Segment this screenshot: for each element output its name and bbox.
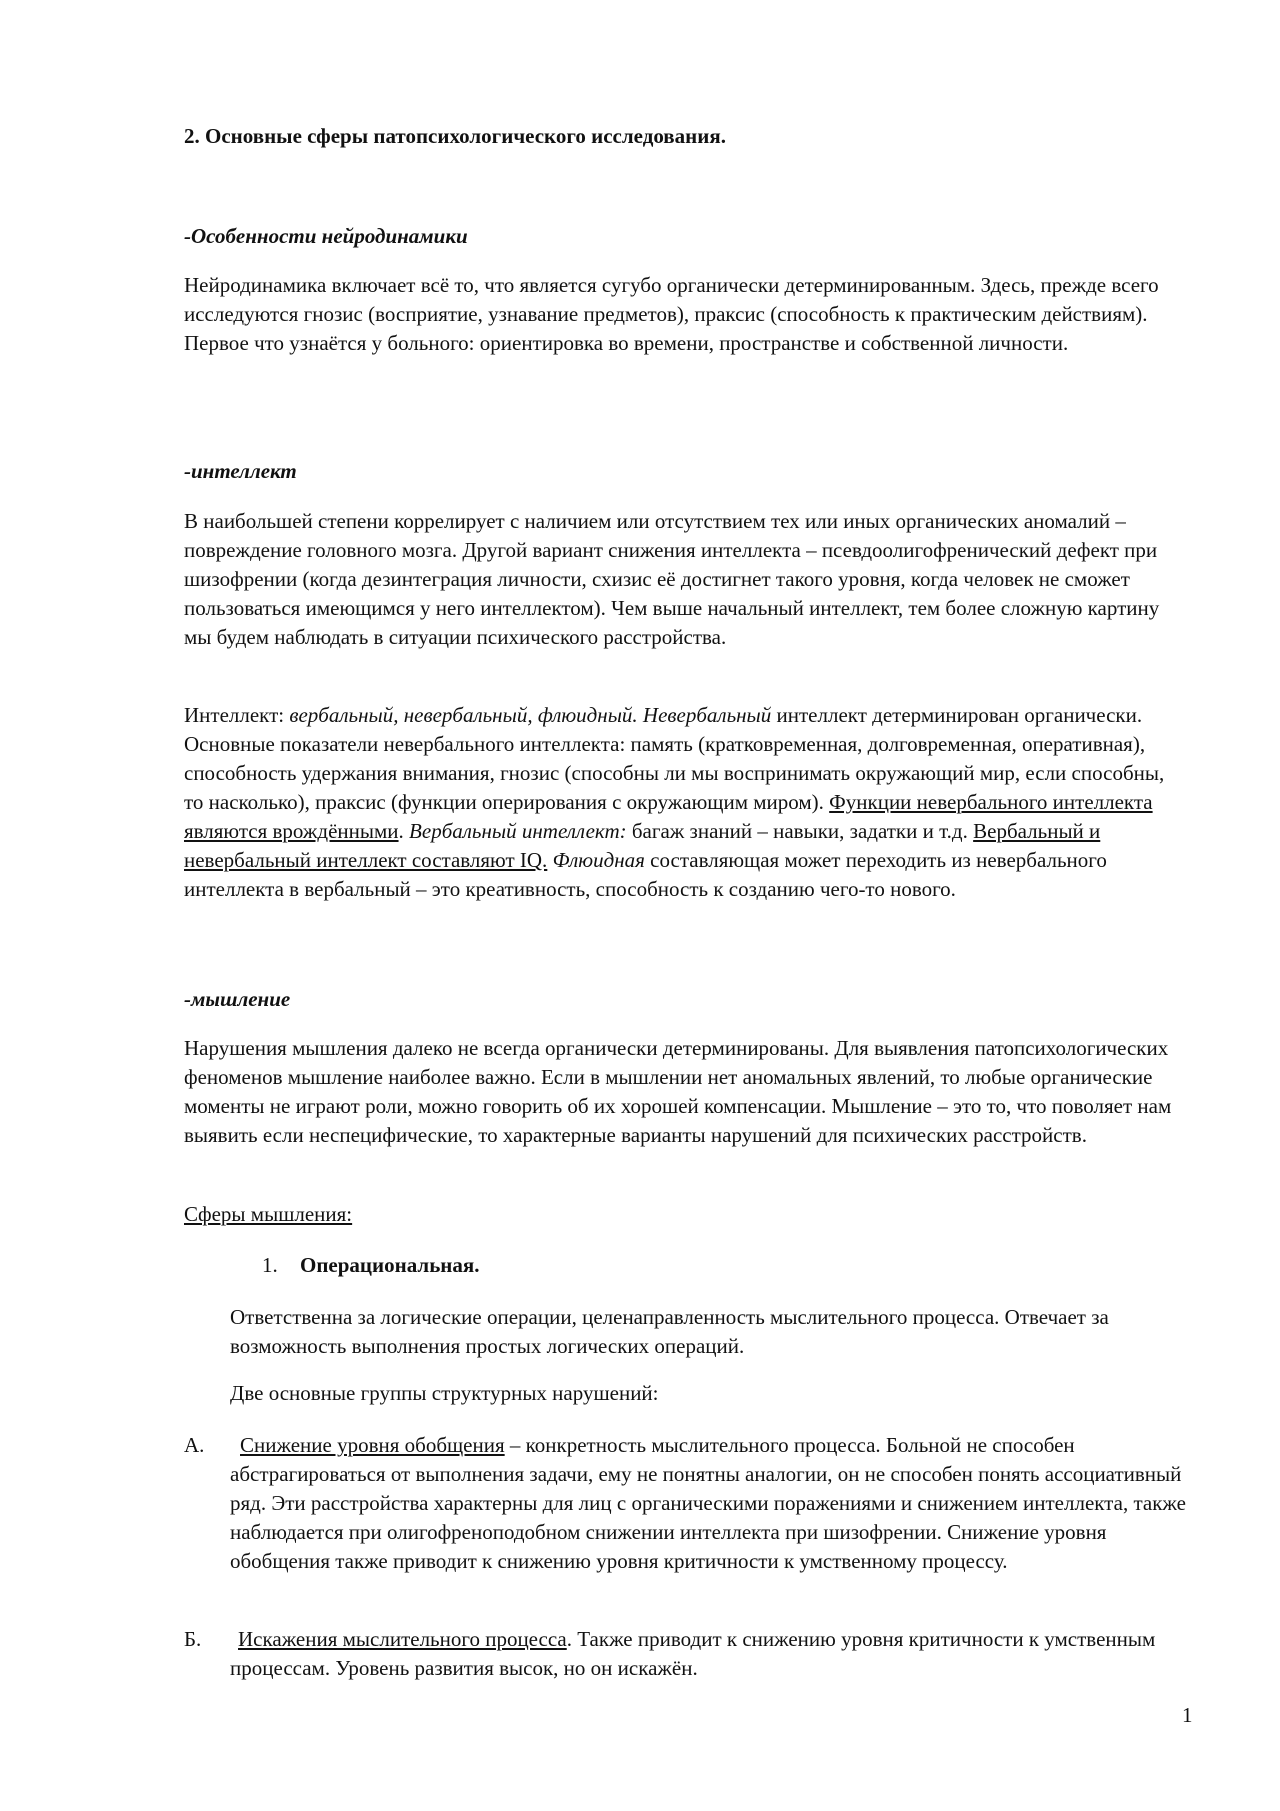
text-run-underlined: Вербальный и невербальный интеллект составляют IQ.: [184, 819, 1101, 872]
list-number: 1.: [262, 1253, 278, 1277]
thinking-paragraph: Нарушения мышления далеко не всегда органически детерминированы. Для выявления патопсихологических феноменов мышление наиболее важно. Если в мышлении нет аномальных явлений, то любые органические моменты не играют роли, можно говорить об их хорошей компенсации. Мышление – это то, что поволяет нам выявить если неспецифические, то характерные варианты нарушений для психических расстройств.: [184, 1036, 1172, 1147]
groups-intro: Две основные группы структурных нарушений:: [230, 1381, 659, 1405]
section-heading-intellect: -интеллект: [184, 459, 297, 483]
intellect-paragraph-1: В наибольшей степени коррелирует с наличием или отсутствием тех или иных органических аномалий – повреждение головного мозга. Другой вариант снижения интеллекта – псевдоолигофренический дефект при шизофрении (когда дезинтеграция личности, схизис её достигнет такого уровня, когда человек не сможет пользоваться имеющимся у него интеллектом). Чем выше начальный интеллект, тем более сложную картину мы будем наблюдать в ситуации психического расстройства.: [184, 509, 1160, 649]
section-heading-thinking: -мышление: [184, 987, 291, 1011]
operational-description: Ответственна за логические операции, целенаправленность мыслительного процесса. Отвечает за возможность выполнения простых логических операций.: [230, 1305, 1109, 1358]
group-a-paragraph: [230, 1431, 1190, 1576]
text-run-underlined: Функции невербального интеллекта являются врождёнными: [184, 790, 1153, 843]
group-a-text: – конкретность мыслительного процесса. Больной не способен абстрагироваться от выполнения задачи, ему не понятны аналогии, он не способен понять ассоциативный ряд. Эти расстройства характерны для лиц с органическими поражениями и снижением интеллекта, также наблюдается при олигофреноподобном снижении интеллекта при шизофрении. Снижение уровня обобщения также приводит к снижению уровня критичности к умственному процессу.: [230, 1433, 1186, 1573]
text-run-italic: Вербальный интеллект:: [409, 819, 627, 843]
group-b-marker: Б.: [184, 1627, 202, 1651]
text-run-italic: вербальный, невербальный, флюидный. Невербальный: [289, 703, 772, 727]
page-number: 1: [1182, 1703, 1193, 1727]
group-a-marker: А.: [184, 1433, 205, 1457]
text-run: составляющая может переходить из невербального интеллекта в вербальный – это креативность, способность к созданию чего-то нового.: [184, 848, 1107, 901]
group-a-title: Снижение уровня обобщения: [240, 1433, 505, 1457]
section-heading-neurodynamics: -Особенности нейродинамики: [184, 224, 468, 248]
group-b-text: . Также приводит к снижению уровня критичности к умственным процессам. Уровень развития высок, но он искажён.: [230, 1627, 1156, 1680]
text-run: .: [398, 819, 410, 843]
group-b-title: Искажения мыслительного процесса: [238, 1627, 567, 1651]
spheres-label: Сферы мышления:: [184, 1202, 353, 1226]
intellect-paragraph-2: [184, 701, 1184, 904]
group-b-paragraph: [230, 1625, 1190, 1683]
text-run: Интеллект:: [184, 703, 290, 727]
list-item-operational: Операциональная.: [300, 1253, 480, 1277]
text-run-italic: Флюидная: [552, 848, 645, 872]
text-run: интеллект детерминирован органически. Основные показатели невербального интеллекта: память (кратковременная, долговременная, оперативная), способность удержания внимания, гнозис (способны ли мы воспринимать окружающий мир, если способны, то насколько), праксис (функции оперирования с окружающим миром).: [184, 703, 1165, 814]
text-run: багаж знаний – навыки, задатки и т.д.: [626, 819, 974, 843]
neurodynamics-paragraph: Нейродинамика включает всё то, что является сугубо органически детерминированным. Здесь, прежде всего исследуются гнозис (восприятие, узнавание предметов), праксис (способность к практическим действиям). Первое что узнаётся у больного: ориентировка во времени, пространстве и собственной личности.: [184, 273, 1159, 355]
document-title: 2. Основные сферы патопсихологического исследования.: [184, 124, 726, 148]
